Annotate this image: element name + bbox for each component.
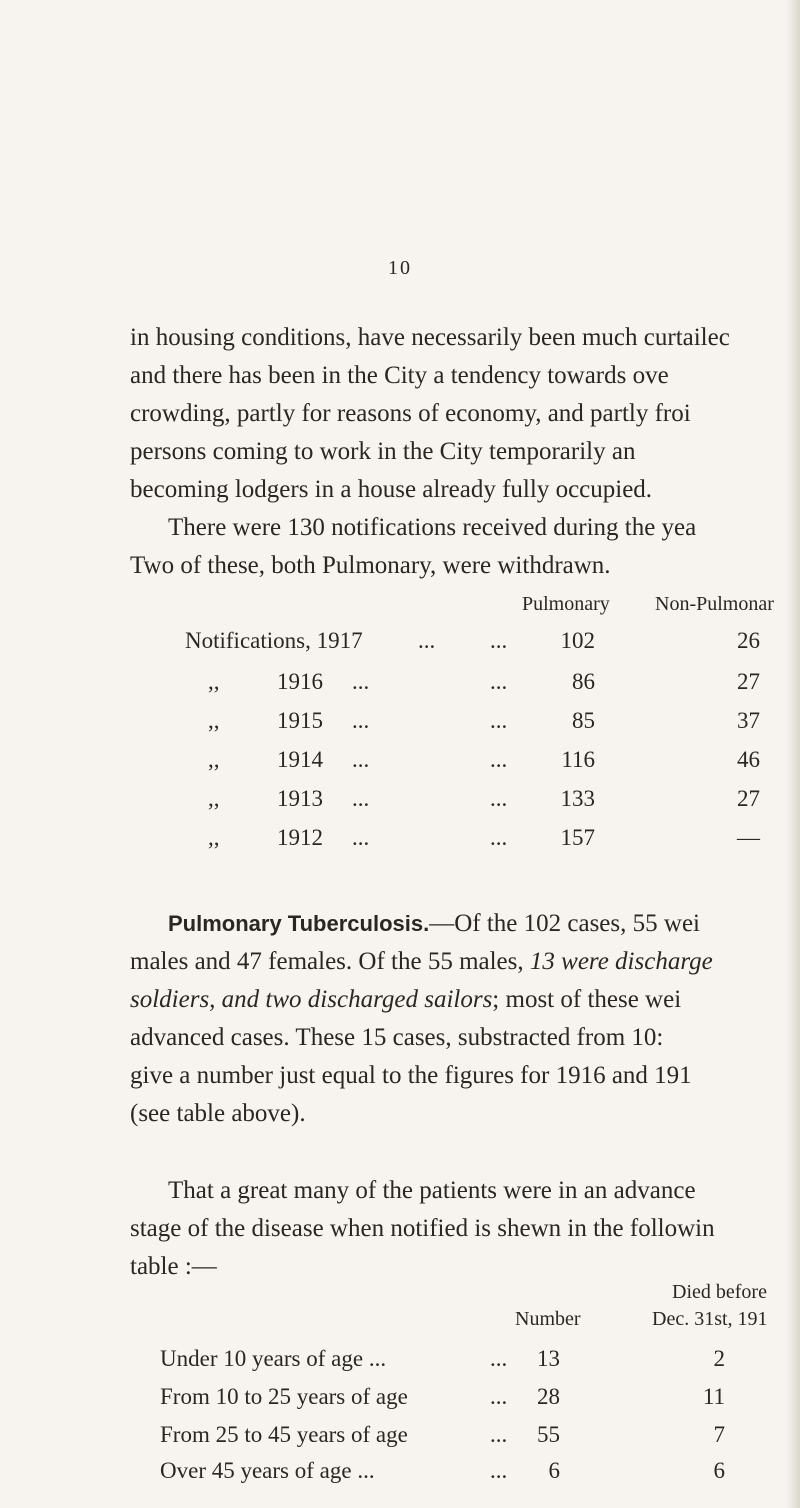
page-number: 10 (388, 257, 412, 279)
pulmonary-value: 157 (560, 825, 595, 850)
leader-dots: ... (418, 628, 436, 653)
leader-dots: ... (490, 628, 508, 653)
text-line: (see table above). (130, 1100, 306, 1127)
row-label: Notifications, 1917 (185, 628, 363, 653)
row-label: Over 45 years of age ... (160, 1458, 375, 1483)
text-line: persons coming to work in the City temporarily an (130, 438, 636, 465)
row-year: 1913 (277, 786, 323, 811)
leader-dots: ... (352, 669, 370, 694)
text-line: and there has been in the City a tendency towards ove (130, 362, 669, 389)
leader-dots: ... (490, 1384, 508, 1409)
number-value: 55 (537, 1422, 560, 1447)
number-value: 6 (548, 1458, 560, 1483)
died-value: 6 (713, 1458, 725, 1483)
column-header-pulmonary: Pulmonary (522, 593, 610, 615)
pulmonary-value: 85 (572, 708, 595, 733)
ditto-mark: ,, (208, 747, 220, 772)
text-line: males and 47 females. Of the 55 males, 13 were discharge (130, 948, 713, 975)
text-line: table :— (130, 1253, 217, 1280)
paragraph-advanced-stage (130, 1172, 800, 1286)
text-line: give a number just equal to the figures for 1916 and 191 (130, 1062, 692, 1089)
row-label: From 25 to 45 years of age (160, 1422, 408, 1447)
column-header-number: Number (515, 1308, 581, 1330)
died-value: 11 (702, 1384, 725, 1409)
leader-dots: ... (490, 1346, 508, 1371)
row-label: Under 10 years of age ... (160, 1346, 387, 1371)
non-pulmonary-value: — (737, 825, 760, 850)
ditto-mark: ,, (208, 708, 220, 733)
section-heading: Pulmonary Tuberculosis. (168, 911, 430, 936)
text-line: becoming lodgers in a house already fully occupied. (130, 476, 653, 503)
leader-dots: ... (490, 669, 508, 694)
column-header-died-line2: Dec. 31st, 191 (652, 1308, 768, 1330)
leader-dots: ... (352, 747, 370, 772)
paragraph-notifications (130, 509, 800, 585)
leader-dots: ... (490, 747, 508, 772)
ditto-mark: ,, (208, 786, 220, 811)
text-line: There were 130 notifications received during the yea (168, 514, 697, 541)
row-year: 1915 (277, 708, 323, 733)
row-label: From 10 to 25 years of age (160, 1384, 408, 1409)
row-year: 1914 (277, 747, 323, 772)
leader-dots: ... (490, 708, 508, 733)
leader-dots: ... (490, 825, 508, 850)
row-year: 1916 (277, 669, 323, 694)
text-line: crowding, partly for reasons of economy, and partly froi (130, 400, 691, 427)
non-pulmonary-value: 27 (737, 786, 760, 811)
column-header-died-line1: Died before (672, 1281, 767, 1303)
number-value: 28 (537, 1384, 560, 1409)
ditto-mark: ,, (208, 669, 220, 694)
leader-dots: ... (490, 1458, 508, 1483)
non-pulmonary-value: 26 (737, 628, 760, 653)
paragraph-housing (130, 319, 800, 509)
row-year: 1912 (277, 825, 323, 850)
leader-dots: ... (352, 786, 370, 811)
text-line: Two of these, both Pulmonary, were withdrawn. (130, 552, 611, 579)
ditto-mark: ,, (208, 825, 220, 850)
non-pulmonary-value: 27 (737, 669, 760, 694)
died-value: 2 (713, 1346, 725, 1371)
non-pulmonary-value: 37 (737, 708, 760, 733)
non-pulmonary-value: 46 (737, 747, 760, 772)
text-line: stage of the disease when notified is shewn in the followin (130, 1215, 715, 1242)
died-value: 7 (713, 1422, 725, 1447)
text-line: in housing conditions, have necessarily been much curtailec (130, 324, 730, 351)
pulmonary-value: 133 (560, 786, 595, 811)
leader-dots: ... (490, 786, 508, 811)
pulmonary-value: 102 (560, 628, 595, 653)
leader-dots: ... (352, 708, 370, 733)
text-line: advanced cases. These 15 cases, substracted from 10: (130, 1024, 664, 1051)
pulmonary-value: 86 (572, 669, 595, 694)
text-line: soldiers, and two discharged sailors; most of these wei (130, 986, 682, 1013)
text-line: That a great many of the patients were in an advance (168, 1177, 696, 1204)
text-line: Pulmonary Tuberculosis.—Of the 102 cases, 55 wei (168, 910, 700, 937)
leader-dots: ... (490, 1422, 508, 1447)
paragraph-tuberculosis (130, 905, 800, 1133)
number-value: 13 (537, 1346, 560, 1371)
pulmonary-value: 116 (561, 747, 595, 772)
column-header-non-pulmonary: Non-Pulmonar (655, 593, 774, 615)
leader-dots: ... (352, 825, 370, 850)
